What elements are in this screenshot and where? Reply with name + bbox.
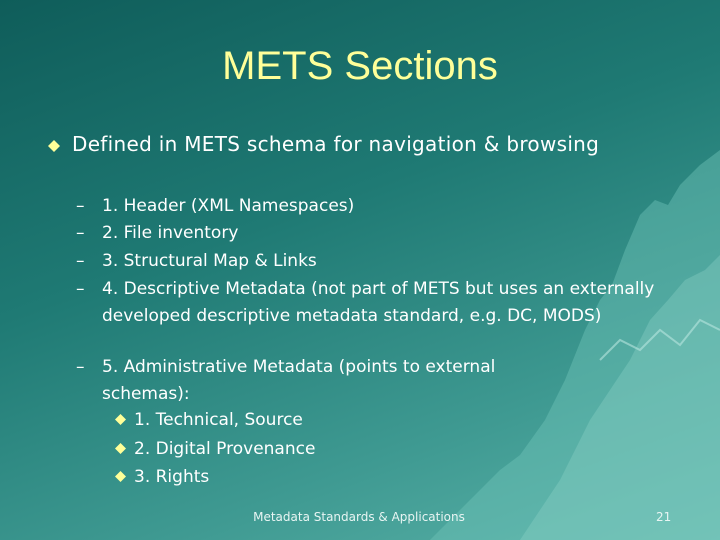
diamond-bullet-icon <box>115 414 126 425</box>
dash-marker: – <box>76 196 85 216</box>
sub-bullet-structural-map: 3. Structural Map & Links <box>102 251 317 271</box>
diamond-bullet-icon <box>115 443 126 454</box>
main-bullet-text: Defined in METS schema for navigation & browsing <box>72 132 600 156</box>
diamond-bullet-icon <box>48 140 60 152</box>
slide-title: METS Sections <box>222 44 498 88</box>
third-level-technical: 1. Technical, Source <box>134 410 303 430</box>
dash-marker: – <box>76 223 85 243</box>
dash-marker: – <box>76 357 85 377</box>
dash-marker: – <box>76 251 85 271</box>
sub-bullet-descriptive-metadata: 4. Descriptive Metadata (not part of METS but uses an externally developed descriptive metadata standard, e.g. DC, MODS) <box>102 279 655 326</box>
third-level-provenance: 2. Digital Provenance <box>134 439 316 459</box>
diamond-bullet-icon <box>115 471 126 482</box>
sub-bullet-administrative-metadata: 5. Administrative Metadata (points to external schemas): <box>102 357 496 404</box>
page-number: 21 <box>656 510 672 524</box>
sub-bullet-file-inventory: 2. File inventory <box>102 223 239 243</box>
dash-marker: – <box>76 279 85 299</box>
third-level-rights: 3. Rights <box>134 467 210 487</box>
slide-footer: Metadata Standards & Applications <box>253 510 465 524</box>
sub-bullet-header: 1. Header (XML Namespaces) <box>102 196 355 216</box>
